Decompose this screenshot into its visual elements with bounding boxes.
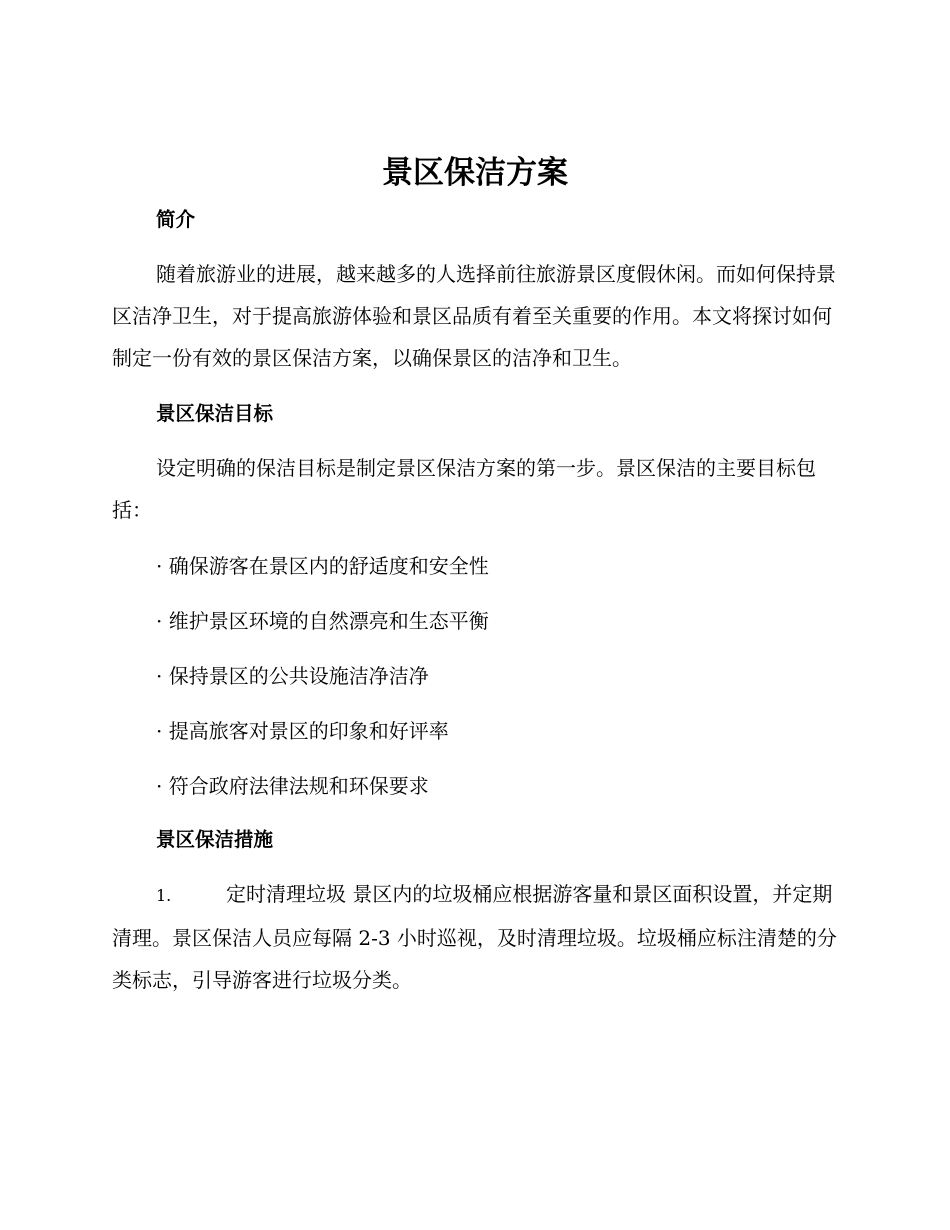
goal-bullet: · 保持景区的公共设施洁净洁净 — [156, 664, 429, 688]
measure-item — [112, 873, 842, 1001]
measure-item-text: 定时清理垃圾 景区内的垃圾桶应根据游客量和景区面积设置，并定期清理。景区保洁人员应每隔 2-3 小时巡视，及时清理垃圾。垃圾桶应标注清楚的分类标志，引导游客进行垃圾分类。 — [112, 882, 837, 992]
measure-item-number: 1. — [156, 886, 172, 905]
goal-bullet: · 提高旅客对景区的印象和好评率 — [156, 719, 449, 743]
section-heading-intro: 简介 — [156, 208, 196, 231]
section-heading-goals: 景区保洁目标 — [156, 402, 274, 425]
section-heading-measures: 景区保洁措施 — [156, 828, 274, 851]
goals-paragraph: 设定明确的保洁目标是制定景区保洁方案的第一步。景区保洁的主要目标包括： — [112, 456, 816, 522]
goal-bullet: · 符合政府法律法规和环保要求 — [156, 774, 429, 798]
goal-bullet: · 确保游客在景区内的舒适度和安全性 — [156, 554, 489, 578]
intro-paragraph: 随着旅游业的进展，越来越多的人选择前往旅游景区度假休闲。而如何保持景区洁净卫生，对于提高旅游体验和景区品质有着至关重要的作用。本文将探讨如何制定一份有效的景区保洁方案，以确保景区的洁净和卫生。 — [112, 262, 836, 370]
goal-bullet: · 维护景区环境的自然漂亮和生态平衡 — [156, 609, 489, 633]
page-title: 景区保洁方案 — [382, 155, 568, 191]
